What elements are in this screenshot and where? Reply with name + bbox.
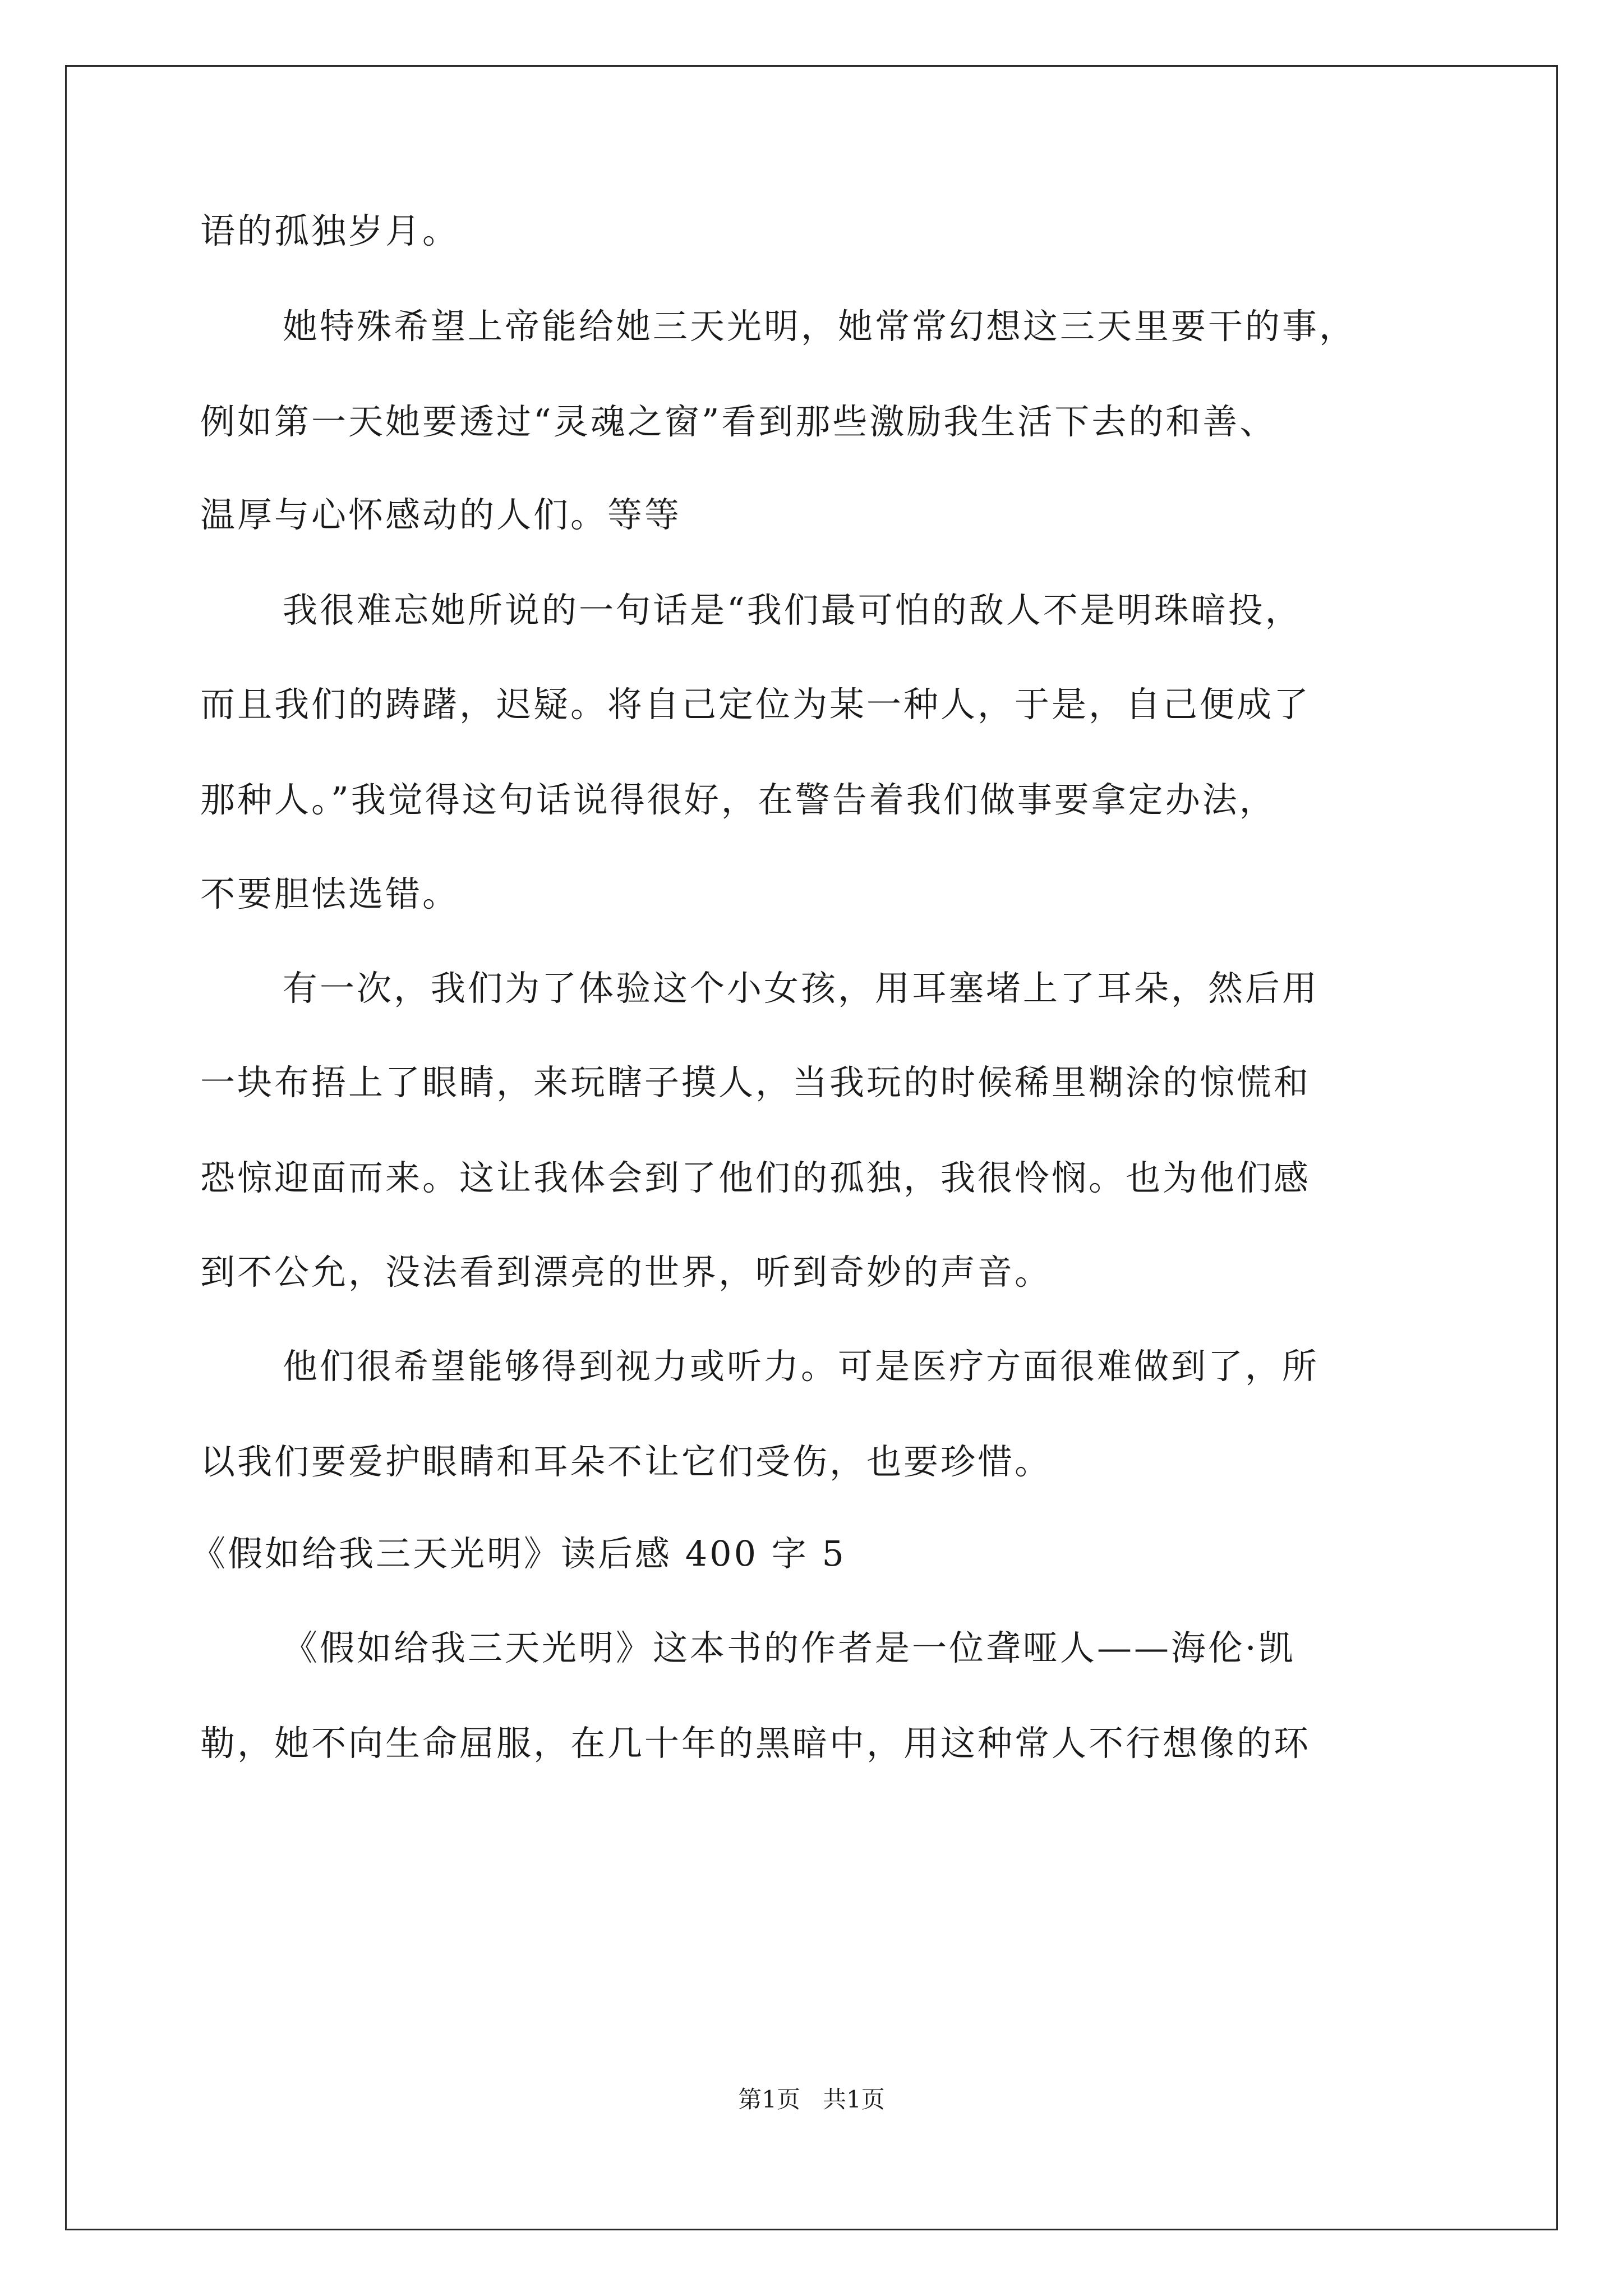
text-line: 我很难忘她所说的一句话是“我们最可怕的敌人不是明珠暗投， [283, 590, 1302, 631]
text-line: 恐惊迎面而来。这让我体会到了他们的孤独，我很怜悯。也为他们感 [200, 1157, 1311, 1198]
text-line: 勒，她不向生命屈服，在几十年的黑暗中，用这种常人不行想像的环 [200, 1723, 1311, 1764]
text-line: 《假如给我三天光明》这本书的作者是一位聋哑人——海伦·凯 [283, 1627, 1295, 1668]
text-line: 不要胆怯选错。 [200, 873, 460, 914]
text-line: 到不公允，没法看到漂亮的世界，听到奇妙的声音。 [200, 1251, 1052, 1292]
page-border [65, 65, 1558, 2230]
text-line: 温厚与心怀感动的人们。等等 [200, 494, 682, 535]
text-line: 有一次，我们为了体验这个小女孩，用耳塞堵上了耳朵，然后用 [283, 968, 1320, 1009]
section-heading: 《假如给我三天光明》读后感 400 字 5 [191, 1533, 846, 1574]
text-line: 语的孤独岁月。 [200, 210, 460, 251]
text-line: 以我们要爱护眼睛和耳朵不让它们受伤，也要珍惜。 [200, 1441, 1052, 1482]
text-line: 而且我们的踌躇，迟疑。将自己定位为某一种人，于是，自己便成了 [200, 684, 1311, 725]
text-line: 她特殊希望上帝能给她三天光明，她常常幻想这三天里要干的事， [283, 306, 1357, 347]
text-line: 例如第一天她要透过“灵魂之窗”看到那些激励我生活下去的和善、 [200, 401, 1277, 442]
text-line: 他们很希望能够得到视力或听力。可是医疗方面很难做到了，所 [283, 1346, 1320, 1387]
text-line: 那种人。”我觉得这句话说得很好，在警告着我们做事要拿定办法， [200, 779, 1276, 820]
text-line: 一块布捂上了眼睛，来玩瞎子摸人，当我玩的时候稀里糊涂的惊慌和 [200, 1062, 1311, 1103]
page-number-footer: 第1页 共1页 [738, 2086, 885, 2113]
